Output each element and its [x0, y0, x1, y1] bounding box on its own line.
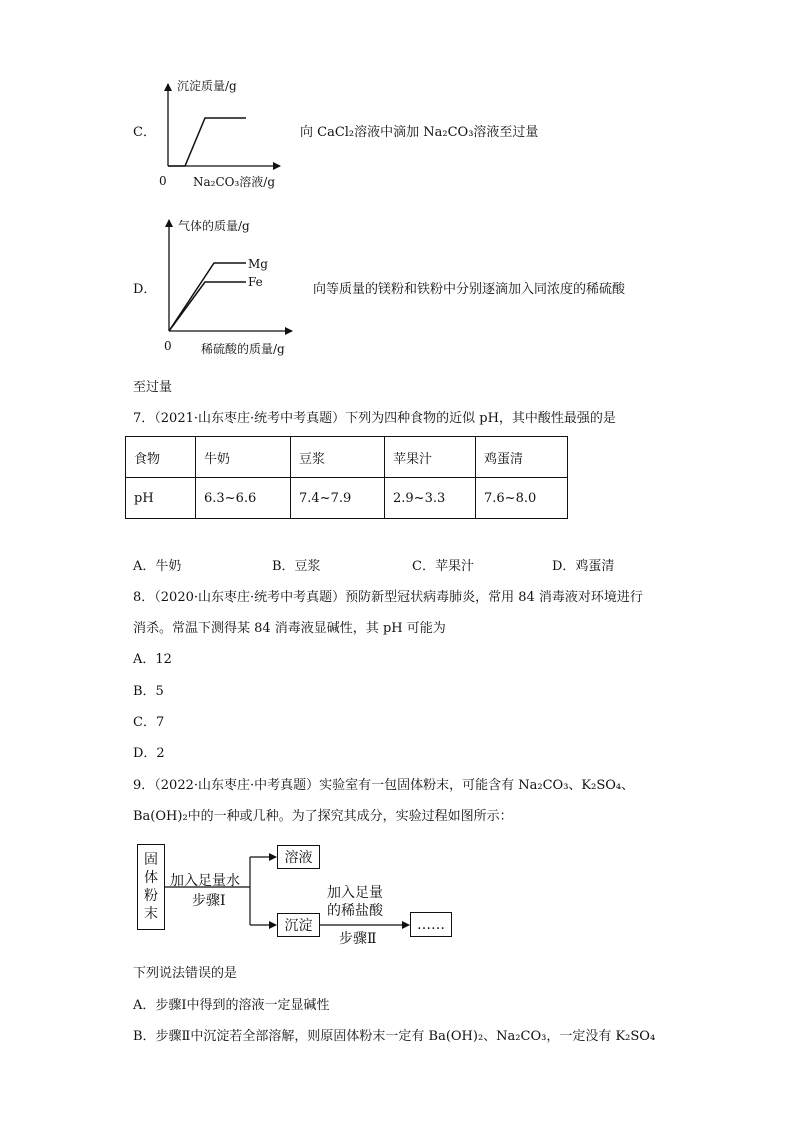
q8-stem-line2: 消杀。常温下测得某 84 消毒液显碱性，其 pH 可能为 [133, 621, 446, 636]
graph-d-legend-fe: Fe [248, 275, 263, 289]
q7-option-a[interactable]: A．牛奶 [133, 559, 182, 574]
flow-start-char: 末 [144, 906, 158, 922]
graph-c-origin: 0 [159, 174, 167, 188]
graph-c-description: 向 CaCl₂溶液中滴加 Na₂CO₃溶液至过量 [300, 125, 539, 140]
ph-table-food: 牛奶 [196, 437, 291, 478]
q7-stem: 7．（2021·山东枣庄·统考中考真题）下列为四种食物的近似 pH，其中酸性最强的是 [133, 411, 616, 426]
flow-solution-box: 溶液 [277, 845, 320, 869]
q8-option-d[interactable]: D．2 [133, 746, 165, 761]
flow-step2-bottom: 步骤Ⅱ [339, 931, 377, 947]
q8-option-a[interactable]: A．12 [133, 652, 172, 667]
q7-option-b[interactable]: B．豆浆 [272, 559, 321, 574]
ph-table-value: 2.9~3.3 [385, 478, 476, 519]
q9-option-b[interactable]: B．步骤Ⅱ中沉淀若全部溶解，则原固体粉末一定有 Ba(OH)₂、Na₂CO₃，一定没有 K₂SO₄ [133, 1029, 656, 1044]
graph-d-origin: 0 [164, 339, 172, 353]
graph-c-ylabel: 沉淀质量/g [177, 79, 237, 93]
flow-step2-top-line1: 加入足量 [327, 885, 383, 901]
graph-d-continuation: 至过量 [133, 380, 173, 395]
option-c-label: C． [133, 125, 156, 140]
q9-stem-line1: 9．（2022·山东枣庄·中考真题）实验室有一包固体粉末，可能含有 Na₂CO₃、K₂SO₄、 [133, 778, 635, 793]
ph-table-food: 苹果汁 [385, 437, 476, 478]
flow-step1-bottom: 步骤Ⅰ [192, 893, 226, 909]
option-d-label: D． [133, 282, 157, 297]
ph-table-value: 7.4~7.9 [291, 478, 385, 519]
flow-precipitate-box: 沉淀 [277, 913, 320, 937]
ph-table-value: 6.3~6.6 [196, 478, 291, 519]
q9-stem-line2: Ba(OH)₂中的一种或几种。为了探究其成分，实验过程如图所示： [133, 809, 513, 824]
q8-option-c[interactable]: C．7 [133, 715, 165, 730]
graph-d-legend-mg: Mg [248, 257, 268, 271]
graph-d-description: 向等质量的镁粉和铁粉中分别逐滴加入同浓度的稀硫酸 [313, 282, 626, 297]
graph-d-ylabel: 气体的质量/g [178, 219, 250, 233]
q7-option-c[interactable]: C．苹果汁 [412, 559, 474, 574]
flow-start-char: 体 [144, 870, 158, 886]
flow-start-char: 固 [144, 852, 158, 868]
ph-table-ph-label: pH [126, 478, 196, 519]
graph-d-xlabel: 稀硫酸的质量/g [201, 342, 285, 356]
flow-result-box: …… [410, 912, 452, 937]
ph-table-food: 豆浆 [291, 437, 385, 478]
q8-stem-line1: 8．（2020·山东枣庄·统考中考真题）预防新型冠状病毒肺炎，常用 84 消毒液对环境进行 [133, 590, 643, 605]
ph-table-header: 食物 [126, 437, 196, 478]
q9-option-a[interactable]: A．步骤Ⅰ中得到的溶液一定显碱性 [133, 998, 330, 1013]
q8-option-b[interactable]: B．5 [133, 684, 164, 699]
q9-prompt: 下列说法错误的是 [133, 966, 238, 981]
ph-table-value: 7.6~8.0 [476, 478, 568, 519]
flow-start-char: 粉 [144, 888, 158, 904]
flow-step2-top-line2: 的稀盐酸 [327, 903, 383, 919]
ph-table-food: 鸡蛋清 [476, 437, 568, 478]
q7-option-d[interactable]: D．鸡蛋清 [552, 559, 615, 574]
graph-c-xlabel: Na₂CO₃溶液/g [193, 175, 276, 189]
flow-step1-top: 加入足量水 [170, 873, 240, 889]
